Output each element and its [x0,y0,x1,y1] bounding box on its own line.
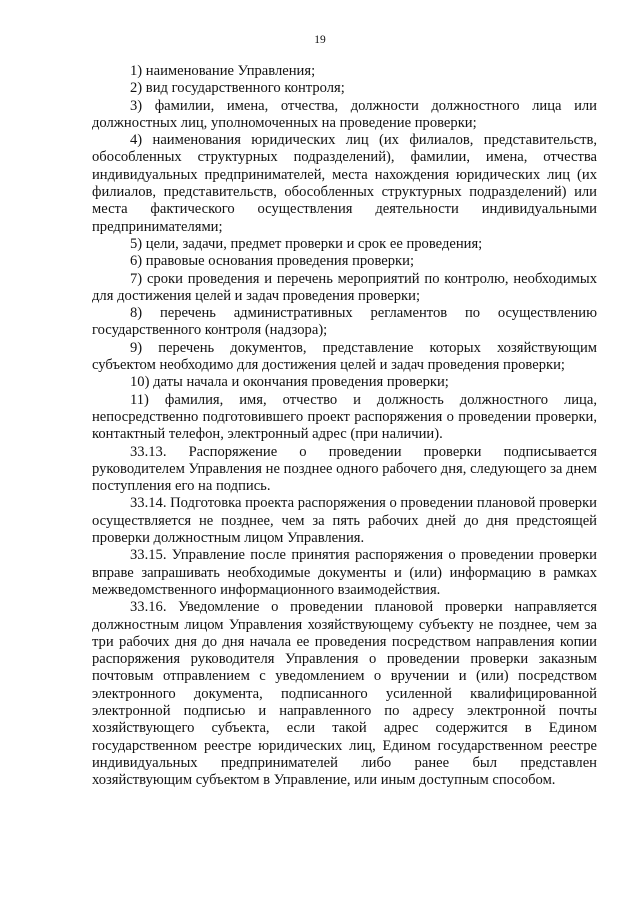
paragraph-33-13: 33.13. Распоряжение о проведении проверки подписывается руководителем Управления не позднее одного рабочего дня, следующего за днем поступления его на подпись. [92,443,597,495]
paragraph-item-11: 11) фамилия, имя, отчество и должность должностного лица, непосредственно подготовившего проект распоряжения о проведении проверки, контактный телефон, электронный адрес (при наличии). [92,391,597,443]
paragraph-33-15: 33.15. Управление после принятия распоряжения о проведении проверки вправе запрашивать необходимые документы и (или) информацию в рамках межведомственного информационного взаимодействия. [92,547,597,598]
paragraph-item-6: 6) правовые основания проведения проверки; [130,253,415,270]
paragraph-item-10: 10) даты начала и окончания проведения проверки; [130,374,449,391]
paragraph-item-5: 5) цели, задачи, предмет проверки и срок ее проведения; [130,235,483,252]
page-number: 19 [314,34,326,46]
paragraph-33-16: 33.16. Уведомление о проведении плановой проверки направляется должностным лицом Управления хозяйствующему субъекту не позднее, чем за три рабочих дня до дня начала ее проведения посредством направления копии распоряжения руководителя Управления о проведении проверки заказным почтовым отправлением с уведомлением о вручении и (или) посредством электронного документа, подписанного усиленной квалифицированной электронной подписью и направленного по адресу электронной почты хозяйствующего субъекта, если такой адрес содержится в Едином государственном реестре юридических лиц, Едином государственном реестре индивидуальных предпринимателей либо ранее был представлен хозяйствующим субъектом в Управление, или иным доступным способом. [92,599,597,789]
paragraph-33-14: 33.14. Подготовка проекта распоряжения о проведении плановой проверки осуществляется не позднее, чем за пять рабочих дней до дня предстоящей проверки должностным лицом Управления. [92,495,597,547]
paragraph-item-4: 4) наименования юридических лиц (их филиалов, представительств, обособленных структурных подразделений), фамилии, имена, отчества индивидуальных предпринимателей, места нахождения юридических лиц (их филиалов, представительств, обособленных структурных подразделений) или места фактического осуществления деятельности индивидуальными предпринимателями; [92,132,597,235]
paragraph-item-7: 7) сроки проведения и перечень мероприятий по контролю, необходимых для достижения целей и задач проведения проверки; [92,270,597,304]
paragraph-item-9: 9) перечень документов, представление которых хозяйствующим субъектом необходимо для достижения целей и задач проведения проверки; [92,339,597,374]
paragraph-item-3: 3) фамилии, имена, отчества, должности должностного лица или должностных лиц, уполномоченных на проведение проверки; [92,97,597,131]
paragraph-item-8: 8) перечень административных регламентов по осуществлению государственного контроля (надзора); [92,305,597,339]
paragraph-item-1: 1) наименование Управления; [130,63,316,79]
document-body [92,63,597,789]
paragraph-item-2: 2) вид государственного контроля; [130,80,345,97]
